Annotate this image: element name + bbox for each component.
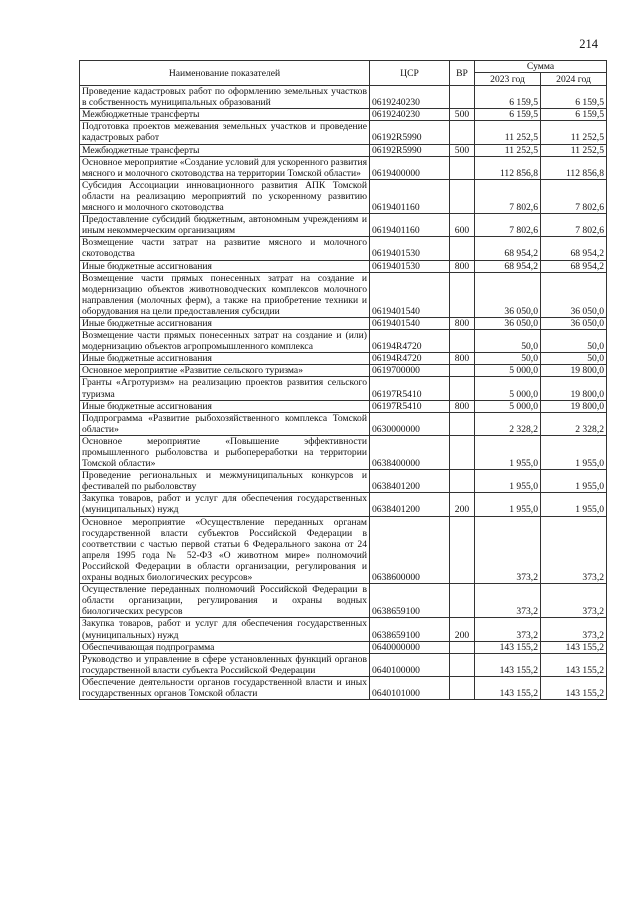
row-csr: 0619240230 — [370, 86, 450, 109]
row-vr — [450, 121, 475, 144]
row-sum-2023: 1 955,0 — [475, 470, 541, 493]
row-vr: 600 — [450, 214, 475, 237]
row-name: Обеспечивающая подпрограмма — [80, 641, 370, 653]
row-vr — [450, 156, 475, 179]
row-sum-2023: 50,0 — [475, 353, 541, 365]
table-row — [80, 272, 607, 317]
row-csr: 06192R5990 — [370, 121, 450, 144]
row-sum-2024: 19 800,0 — [541, 400, 607, 412]
row-sum-2024: 36 050,0 — [541, 317, 607, 329]
row-sum-2023: 36 050,0 — [475, 272, 541, 317]
table-row — [80, 435, 607, 469]
table-row — [80, 179, 607, 213]
table-row — [80, 493, 607, 516]
row-sum-2024: 6 159,5 — [541, 86, 607, 109]
row-name: Осуществление переданных полномочий Российской Федерации в области организации, регулирования и охраны водных биологических ресурсов — [80, 584, 370, 618]
table-row — [80, 144, 607, 156]
row-sum-2023: 1 955,0 — [475, 493, 541, 516]
header-year-2024: 2024 год — [541, 73, 607, 86]
row-name: Межбюджетные трансферты — [80, 109, 370, 121]
table-row — [80, 86, 607, 109]
page-number: 214 — [579, 37, 598, 51]
header-csr: ЦСР — [370, 61, 450, 86]
row-vr: 500 — [450, 144, 475, 156]
table-row — [80, 470, 607, 493]
row-name: Обеспечение деятельности органов государственной власти и иных государственных органов Томской области — [80, 676, 370, 699]
row-name: Гранты «Агротуризм» на реализацию проектов развития сельского туризма — [80, 377, 370, 400]
row-vr — [450, 516, 475, 584]
row-vr — [450, 179, 475, 213]
row-sum-2024: 143 155,2 — [541, 653, 607, 676]
row-sum-2023: 6 159,5 — [475, 86, 541, 109]
table-row — [80, 330, 607, 353]
table-row — [80, 214, 607, 237]
table-row — [80, 412, 607, 435]
row-sum-2024: 68 954,2 — [541, 237, 607, 260]
row-sum-2023: 7 802,6 — [475, 214, 541, 237]
table-row — [80, 653, 607, 676]
table-row — [80, 618, 607, 641]
row-sum-2023: 11 252,5 — [475, 144, 541, 156]
row-csr: 0640000000 — [370, 641, 450, 653]
row-csr: 0638659100 — [370, 584, 450, 618]
row-sum-2023: 7 802,6 — [475, 179, 541, 213]
row-name: Иные бюджетные ассигнования — [80, 317, 370, 329]
row-vr: 200 — [450, 493, 475, 516]
row-name: Возмещение части прямых понесенных затрат на создание и модернизацию объектов животноводческих комплексов молочного направления (молочных ферм), а также на приобретение техники и оборудования на цели предоставления субсидии — [80, 272, 370, 317]
row-name: Основное мероприятие «Повышение эффективности промышленного рыболовства и рыбопереработки на территории Томской области» — [80, 435, 370, 469]
row-sum-2023: 143 155,2 — [475, 676, 541, 699]
row-sum-2024: 6 159,5 — [541, 109, 607, 121]
table-row — [80, 400, 607, 412]
row-sum-2024: 19 800,0 — [541, 365, 607, 377]
row-sum-2023: 5 000,0 — [475, 400, 541, 412]
row-csr: 06194R4720 — [370, 353, 450, 365]
row-vr: 800 — [450, 260, 475, 272]
row-csr: 0638401200 — [370, 470, 450, 493]
row-sum-2023: 112 856,8 — [475, 156, 541, 179]
row-sum-2024: 11 252,5 — [541, 144, 607, 156]
row-sum-2024: 143 155,2 — [541, 641, 607, 653]
row-vr — [450, 641, 475, 653]
row-sum-2024: 112 856,8 — [541, 156, 607, 179]
row-vr — [450, 330, 475, 353]
header-sum: Сумма — [475, 61, 607, 73]
header-name: Наименование показателей — [80, 61, 370, 86]
row-sum-2024: 7 802,6 — [541, 179, 607, 213]
row-csr: 0619401160 — [370, 214, 450, 237]
row-sum-2023: 5 000,0 — [475, 365, 541, 377]
row-csr: 06197R5410 — [370, 400, 450, 412]
row-csr: 0638659100 — [370, 618, 450, 641]
row-sum-2023: 1 955,0 — [475, 435, 541, 469]
row-name: Субсидия Ассоциации инновационного развития АПК Томской области на реализацию мероприятий по ускоренному развитию мясного и молочного скотоводства — [80, 179, 370, 213]
row-name: Иные бюджетные ассигнования — [80, 353, 370, 365]
row-sum-2023: 68 954,2 — [475, 260, 541, 272]
row-sum-2024: 50,0 — [541, 353, 607, 365]
row-csr: 06194R4720 — [370, 330, 450, 353]
row-sum-2023: 373,2 — [475, 618, 541, 641]
row-vr — [450, 676, 475, 699]
row-sum-2024: 11 252,5 — [541, 121, 607, 144]
row-csr: 06192R5990 — [370, 144, 450, 156]
row-name: Подготовка проектов межевания земельных участков и проведение кадастровых работ — [80, 121, 370, 144]
row-vr — [450, 584, 475, 618]
row-csr: 0619401540 — [370, 317, 450, 329]
table-row — [80, 584, 607, 618]
row-vr — [450, 365, 475, 377]
row-csr: 0638600000 — [370, 516, 450, 584]
row-sum-2024: 1 955,0 — [541, 435, 607, 469]
row-vr: 800 — [450, 400, 475, 412]
row-csr: 0619700000 — [370, 365, 450, 377]
row-sum-2023: 5 000,0 — [475, 377, 541, 400]
row-sum-2023: 143 155,2 — [475, 641, 541, 653]
table-row — [80, 156, 607, 179]
row-name: Иные бюджетные ассигнования — [80, 400, 370, 412]
row-sum-2024: 1 955,0 — [541, 470, 607, 493]
row-name: Основное мероприятие «Осуществление переданных органам государственной власти субъектов Российской Федерации в соответствии с частью первой статьи 6 Федерального закона от 24 апреля 1995 года № 52-ФЗ «О животном мире» полномочий Российской Федерации в области организации, регулирования и охраны водных биологических ресурсов» — [80, 516, 370, 584]
table-row — [80, 260, 607, 272]
table-body — [80, 86, 607, 700]
row-sum-2024: 143 155,2 — [541, 676, 607, 699]
row-sum-2024: 1 955,0 — [541, 493, 607, 516]
row-vr — [450, 653, 475, 676]
row-name: Закупка товаров, работ и услуг для обеспечения государственных (муниципальных) нужд — [80, 493, 370, 516]
row-sum-2024: 373,2 — [541, 584, 607, 618]
budget-table — [79, 60, 607, 700]
row-sum-2023: 68 954,2 — [475, 237, 541, 260]
row-name: Возмещение части затрат на развитие мясного и молочного скотоводства — [80, 237, 370, 260]
row-sum-2023: 11 252,5 — [475, 121, 541, 144]
row-sum-2024: 19 800,0 — [541, 377, 607, 400]
row-sum-2023: 50,0 — [475, 330, 541, 353]
table-row — [80, 365, 607, 377]
row-vr — [450, 377, 475, 400]
row-csr: 0619400000 — [370, 156, 450, 179]
row-name: Проведение кадастровых работ по оформлению земельных участков в собственность муниципальных образований — [80, 86, 370, 109]
table-row — [80, 516, 607, 584]
header-year-2023: 2023 год — [475, 73, 541, 86]
row-sum-2024: 68 954,2 — [541, 260, 607, 272]
row-vr: 800 — [450, 353, 475, 365]
table-row — [80, 109, 607, 121]
table-row — [80, 121, 607, 144]
row-name: Руководство и управление в сфере установленных функций органов государственной власти субъекта Российской Федерации — [80, 653, 370, 676]
row-name: Проведение региональных и межмуниципальных конкурсов и фестивалей по рыболовству — [80, 470, 370, 493]
row-sum-2024: 7 802,6 — [541, 214, 607, 237]
row-csr: 0619401540 — [370, 272, 450, 317]
row-sum-2024: 50,0 — [541, 330, 607, 353]
row-csr: 0619401530 — [370, 237, 450, 260]
row-vr: 200 — [450, 618, 475, 641]
row-name: Основное мероприятие «Развитие сельского туризма» — [80, 365, 370, 377]
row-vr — [450, 237, 475, 260]
row-csr: 06197R5410 — [370, 377, 450, 400]
row-csr: 0640101000 — [370, 676, 450, 699]
row-csr: 0640100000 — [370, 653, 450, 676]
row-vr: 500 — [450, 109, 475, 121]
table-header — [80, 61, 607, 86]
row-name: Межбюджетные трансферты — [80, 144, 370, 156]
row-sum-2024: 373,2 — [541, 618, 607, 641]
row-sum-2024: 373,2 — [541, 516, 607, 584]
table-row — [80, 317, 607, 329]
table-row — [80, 353, 607, 365]
row-sum-2024: 36 050,0 — [541, 272, 607, 317]
row-name: Основное мероприятие «Создание условий для ускоренного развития мясного и молочного скотоводства на территории Томской области» — [80, 156, 370, 179]
row-vr — [450, 272, 475, 317]
table-row — [80, 377, 607, 400]
row-vr — [450, 470, 475, 493]
row-name: Возмещение части прямых понесенных затрат на создание и (или) модернизацию объектов агропромышленного комплекса — [80, 330, 370, 353]
row-name: Закупка товаров, работ и услуг для обеспечения государственных (муниципальных) нужд — [80, 618, 370, 641]
row-name: Иные бюджетные ассигнования — [80, 260, 370, 272]
row-csr: 0619240230 — [370, 109, 450, 121]
header-vr: ВР — [450, 61, 475, 86]
row-sum-2023: 2 328,2 — [475, 412, 541, 435]
row-csr: 0638401200 — [370, 493, 450, 516]
row-csr: 0630000000 — [370, 412, 450, 435]
row-sum-2023: 36 050,0 — [475, 317, 541, 329]
table-row — [80, 641, 607, 653]
row-name: Подпрограмма «Развитие рыбохозяйственного комплекса Томской области» — [80, 412, 370, 435]
table-row — [80, 237, 607, 260]
row-vr — [450, 435, 475, 469]
row-name: Предоставление субсидий бюджетным, автономным учреждениям и иным некоммерческим организациям — [80, 214, 370, 237]
table-row — [80, 676, 607, 699]
row-sum-2023: 143 155,2 — [475, 653, 541, 676]
row-sum-2024: 2 328,2 — [541, 412, 607, 435]
row-csr: 0638400000 — [370, 435, 450, 469]
row-vr — [450, 412, 475, 435]
row-vr: 800 — [450, 317, 475, 329]
row-sum-2023: 373,2 — [475, 516, 541, 584]
row-sum-2023: 6 159,5 — [475, 109, 541, 121]
row-vr — [450, 86, 475, 109]
row-sum-2023: 373,2 — [475, 584, 541, 618]
row-csr: 0619401530 — [370, 260, 450, 272]
row-csr: 0619401160 — [370, 179, 450, 213]
